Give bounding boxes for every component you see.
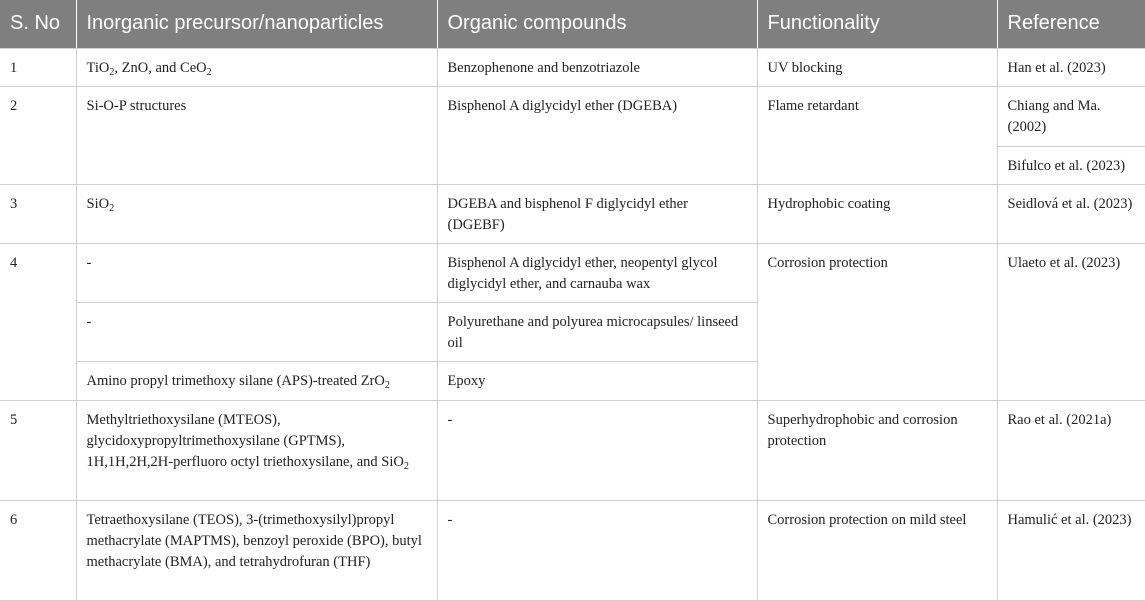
cell-reference: Chiang and Ma. (2002) <box>997 86 1145 146</box>
header-inorganic: Inorganic precursor/nanoparticles <box>76 0 437 48</box>
cell-organic: Benzophenone and benzotriazole <box>437 48 757 86</box>
cell-organic: Epoxy <box>437 361 757 400</box>
cell-functionality: Corrosion protection <box>757 243 997 400</box>
cell-functionality: Corrosion protection on mild steel <box>757 500 997 600</box>
cell-functionality: Flame retardant <box>757 86 997 184</box>
header-organic: Organic compounds <box>437 0 757 48</box>
cell-inorganic: Amino propyl trimethoxy silane (APS)-treated ZrO$_2$ <box>76 361 437 400</box>
cell-reference: Ulaeto et al. (2023) <box>997 243 1145 400</box>
cell-organic: DGEBA and bisphenol F diglycidyl ether (DGEBF) <box>437 184 757 243</box>
table-row <box>0 86 1145 146</box>
cell-inorganic: - <box>76 302 437 361</box>
header-row <box>0 0 1145 48</box>
table-row <box>0 400 1145 500</box>
cell-inorganic: Methyltriethoxysilane (MTEOS), glycidoxypropyltrimethoxysilane (GPTMS), 1H,1H,2H,2H-perfluoro octyl triethoxysilane, and SiO$_2$ <box>76 400 437 500</box>
cell-sno: 6 <box>0 500 76 600</box>
table-row <box>0 243 1145 302</box>
cell-inorganic: - <box>76 243 437 302</box>
cell-reference: Bifulco et al. (2023) <box>997 146 1145 184</box>
cell-organic: Polyurethane and polyurea microcapsules/ linseed oil <box>437 302 757 361</box>
cell-functionality: Hydrophobic coating <box>757 184 997 243</box>
cell-reference: Hamulić et al. (2023) <box>997 500 1145 600</box>
cell-reference: Han et al. (2023) <box>997 48 1145 86</box>
cell-functionality: Superhydrophobic and corrosion protection <box>757 400 997 500</box>
cell-reference: Seidlová et al. (2023) <box>997 184 1145 243</box>
cell-sno: 5 <box>0 400 76 500</box>
cell-reference: Rao et al. (2021a) <box>997 400 1145 500</box>
table-row <box>0 500 1145 600</box>
cell-sno: 4 <box>0 243 76 400</box>
cell-organic: Bisphenol A diglycidyl ether, neopentyl glycol diglycidyl ether, and carnauba wax <box>437 243 757 302</box>
cell-sno: 3 <box>0 184 76 243</box>
cell-functionality: UV blocking <box>757 48 997 86</box>
header-reference: Reference <box>997 0 1145 48</box>
cell-sno: 2 <box>0 86 76 184</box>
cell-organic: - <box>437 400 757 500</box>
cell-inorganic: Si-O-P structures <box>76 86 437 184</box>
cell-organic: - <box>437 500 757 600</box>
cell-inorganic: Tetraethoxysilane (TEOS), 3-(trimethoxysilyl)propyl methacrylate (MAPTMS), benzoyl peroxide (BPO), butyl methacrylate (BMA), and tetrahydrofuran (THF) <box>76 500 437 600</box>
cell-inorganic: TiO$_2$, ZnO, and CeO$_2$ <box>76 48 437 86</box>
header-sno: S. No <box>0 0 76 48</box>
cell-organic: Bisphenol A diglycidyl ether (DGEBA) <box>437 86 757 184</box>
table-row <box>0 184 1145 243</box>
table-row <box>0 48 1145 86</box>
cell-inorganic: SiO$_2$ <box>76 184 437 243</box>
cell-sno: 1 <box>0 48 76 86</box>
header-functionality: Functionality <box>757 0 997 48</box>
